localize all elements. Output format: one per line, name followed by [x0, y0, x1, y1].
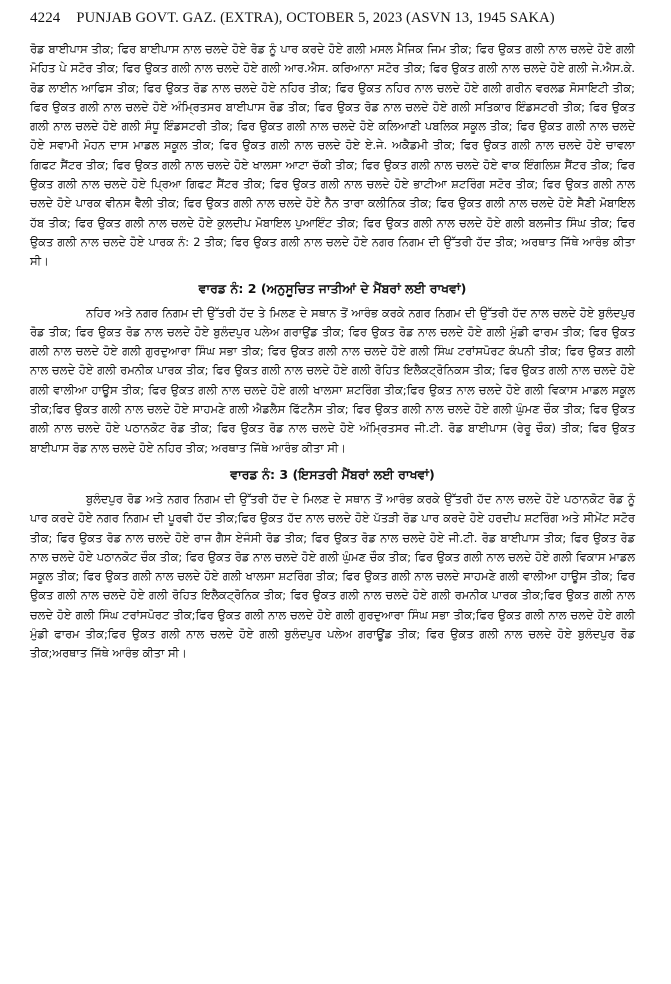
- ward-1-boundary-text: ਰੋਡ ਬਾਈਪਾਸ ਤੀਕ; ਫਿਰ ਬਾਈਪਾਸ ਨਾਲ ਚਲਦੇ ਹੋਏ ਰੋਡ ਨੂੰ ਪਾਰ ਕਰਦੇ ਹੋਏ ਗਲੀ ਮਸਲ ਮੈਜਿਕ ਜਿਮ ਤੀਕ; ਫਿਰ ਉਕਤ ਗਲੀ ਨਾਲ ਚਲਦੇ ਹੋਏ ਗਲੀ ਮੋਹਿਤ ਪੇ ਸਟੋਰ ਤੀਕ; ਫਿਰ ਉਕਤ ਗਲੀ ਨਾਲ ਚਲਦੇ ਹੋਏ ਗਲੀ ਆਰ.ਐਸ. ਕਰਿਆਨਾ ਸਟੋਰ ਤੀਕ; ਫਿਰ ਉਕਤ ਗਲੀ ਨਾਲ ਚਲਦੇ ਹੋਏ ਗਲੀ ਜੇ.ਐਸ.ਕੇ. ਰੋਡ ਲਾਈਨ ਆਫਿਸ ਤੀਕ; ਫਿਰ ਉਕਤ ਰੋਡ ਨਾਲ ਚਲਦੇ ਹੋਏ ਨਹਿਰ ਤੀਕ; ਫਿਰ ਉਕਤ ਨਹਿਰ ਨਾਲ ਚਲਦੇ ਹੋਏ ਗਲੀ ਗਰੀਨ ਵਰਲਡ ਸੋਸਾਇਟੀ ਤੀਕ; ਫਿਰ ਉਕਤ ਗਲੀ ਨਾਲ ਚਲਦੇ ਹੋਏ ਅੰਮ੍ਰਿਤਸਰ ਬਾਈਪਾਸ ਰੋਡ ਤੀਕ; ਫਿਰ ਉਕਤ ਰੋਡ ਨਾਲ ਚਲਦੇ ਹੋਏ ਗਲੀ ਸਤਿਕਾਰ ਇੰਡਸਟਰੀ ਤੀਕ; ਫਿਰ ਉਕਤ ਗਲੀ ਨਾਲ ਚਲਦੇ ਹੋਏ ਗਲੀ ਸੰਧੂ ਇੰਡਸਟਰੀ ਤੀਕ; ਫਿਰ ਉਕਤ ਗਲੀ ਨਾਲ ਚਲਦੇ ਹੋਏ ਕਲਿਆਣੀ ਪਬਲਿਕ ਸਕੂਲ ਤੀਕ; ਫਿਰ ਉਕਤ ਗਲੀ ਨਾਲ ਚਲਦੇ ਹੋਏ ਸਵਾਮੀ ਮੋਹਨ ਦਾਸ ਮਾਡਲ ਸਕੂਲ ਤੀਕ; ਫਿਰ ਉਕਤ ਗਲੀ ਨਾਲ ਚਲਦੇ ਹੋਏ ਏ.ਜੇ. ਅਕੈਡਮੀ ਤੀਕ; ਫਿਰ ਉਕਤ ਗਲੀ ਨਾਲ ਚਲਦੇ ਹੋਏ ਚਾਵਲਾ ਗਿਫਟ ਸੈਂਟਰ ਤੀਕ; ਫਿਰ ਉਕਤ ਗਲੀ ਨਾਲ ਚਲਦੇ ਹੋਏ ਖਾਲਸਾ ਆਟਾ ਚੱਕੀ ਤੀਕ; ਫਿਰ ਉਕਤ ਗਲੀ ਨਾਲ ਚਲਦੇ ਹੋਏ ਵਾਕ ਇੰਗਲਿਸ਼ ਸੈਂਟਰ ਤੀਕ; ਫਿਰ ਉਕਤ ਗਲੀ ਨਾਲ ਚਲਦੇ ਹੋਏ ਪ੍ਰਿਆ ਗਿਫਟ ਸੈਂਟਰ ਤੀਕ; ਫਿਰ ਉਕਤ ਗਲੀ ਨਾਲ ਚਲਦੇ ਹੋਏ ਭਾਟੀਆ ਸ਼ਟਰਿੰਗ ਸਟੋਰ ਤੀਕ; ਫਿਰ ਉਕਤ ਗਲੀ ਨਾਲ ਚਲਦੇ ਹੋਏ ਪਾਰਕ ਵੀਨਸ ਵੈਲੀ ਤੀਕ; ਫਿਰ ਉਕਤ ਗਲੀ ਨਾਲ ਚਲਦੇ ਹੋਏ ਨੈਨ ਤਾਰਾ ਕਲੀਨਿਕ ਤੀਕ; ਫਿਰ ਉਕਤ ਗਲੀ ਨਾਲ ਚਲਦੇ ਹੋਏ ਸੈਣੀ ਮੋਬਾਇਲ ਹੱਬ ਤੀਕ; ਫਿਰ ਉਕਤ ਗਲੀ ਨਾਲ ਚਲਦੇ ਹੋਏ ਕੁਲਦੀਪ ਮੋਬਾਇਲ ਪੁਆਇੰਟ ਤੀਕ; ਫਿਰ ਉਕਤ ਗਲੀ ਨਾਲ ਚਲਦੇ ਹੋਏ ਗਲੀ ਬਲਜੀਤ ਸਿੰਘ ਤੀਕ; ਫਿਰ ਉਕਤ ਗਲੀ ਨਾਲ ਚਲਦੇ ਹੋਏ ਪਾਰਕ ਨੰ: 2 ਤੀਕ; ਫਿਰ ਉਕਤ ਗਲੀ ਨਾਲ ਚਲਦੇ ਹੋਏ ਨਗਰ ਨਿਗਮ ਦੀ ਉੱਤਰੀ ਹੱਦ ਤੀਕ; ਅਰਥਾਤ ਜਿੱਥੇ ਆਰੰਭ ਕੀਤਾ ਸੀ।: [30, 42, 635, 269]
- ward-3-heading: ਵਾਰਡ ਨੰ: 3 (ਇਸਤਰੀ ਮੈਂਬਰਾਂ ਲਈ ਰਾਖਵਾਂ): [230, 466, 435, 482]
- ward-2-heading: ਵਾਰਡ ਨੰ: 2 (ਅਨੁਸੂਚਿਤ ਜਾਤੀਆਂ ਦੇ ਮੈਂਬਰਾਂ ਲਈ ਰਾਖਵਾਂ): [198, 280, 467, 296]
- ward-2-boundary-text: ਨਹਿਰ ਅਤੇ ਨਗਰ ਨਿਗਮ ਦੀ ਉੱਤਰੀ ਹੱਦ ਤੇ ਮਿਲਣ ਦੇ ਸਥਾਨ ਤੋਂ ਆਰੰਭ ਕਰਕੇ ਨਗਰ ਨਿਗਮ ਦੀ ਉੱਤਰੀ ਹੱਦ ਨਾਲ ਚਲਦੇ ਹੋਏ ਬੁਲੰਦਪੁਰ ਰੋਡ ਤੀਕ; ਫਿਰ ਉਕਤ ਰੋਡ ਨਾਲ ਚਲਦੇ ਹੋਏ ਬੁਲੰਦਪੁਰ ਪਲੇਅ ਗਰਾਉਂਡ ਤੀਕ; ਫਿਰ ਉਕਤ ਰੋਡ ਨਾਲ ਚਲਦੇ ਹੋਏ ਗਲੀ ਮੁੰਡੀ ਫਾਰਮ ਤੀਕ; ਫਿਰ ਉਕਤ ਗਲੀ ਨਾਲ ਚਲਦੇ ਹੋਏ ਗਲੀ ਗੁਰਦੁਆਰਾ ਸਿੰਘ ਸਭਾ ਤੀਕ; ਫਿਰ ਉਕਤ ਗਲੀ ਨਾਲ ਚਲਦੇ ਹੋਏ ਗਲੀ ਸਿੰਘ ਟਰਾਂਸਪੋਰਟ ਕੰਪਨੀ ਤੀਕ; ਫਿਰ ਉਕਤ ਗਲੀ ਨਾਲ ਚਲਦੇ ਹੋਏ ਗਲੀ ਰਮਨੀਕ ਪਾਰਕ ਤੀਕ; ਫਿਰ ਉਕਤ ਗਲੀ ਨਾਲ ਚਲਦੇ ਹੋਏ ਗਲੀ ਰੋਹਿਤ ਇਲੈਕਟ੍ਰੋਨਿਕਸ ਤੀਕ; ਫਿਰ ਉਕਤ ਗਲੀ ਨਾਲ ਚਲਦੇ ਹੋਏ ਗਲੀ ਵਾਲੀਆ ਹਾਊਸ ਤੀਕ; ਫਿਰ ਉਕਤ ਗਲੀ ਨਾਲ ਚਲਦੇ ਹੋਏ ਗਲੀ ਖਾਲਸਾ ਸ਼ਟਰਿੰਗ ਤੀਕ;ਫਿਰ ਉਕਤ ਨਾਲ ਚਲਦੇ ਹੋਏ ਗਲੀ ਵਿਕਾਸ ਮਾਡਲ ਸਕੂਲ ਤੀਕ;ਫਿਰ ਉਕਤ ਗਲੀ ਨਾਲ ਚਲਦੇ ਹੋਏ ਸਾਹਮਣੇ ਗਲੀ ਐਡਲੈਸ ਫਿੱਟਨੈਸ ਤੀਕ; ਫਿਰ ਉਕਤ ਗਲੀ ਨਾਲ ਚਲਦੇ ਹੋਏ ਗਲੀ ਘੁੰਮਣ ਚੌਕ ਤੀਕ; ਫਿਰ ਉਕਤ ਗਲੀ ਨਾਲ ਚਲਦੇ ਹੋਏ ਪਠਾਨਕੋਟ ਰੋਡ ਤੀਕ; ਫਿਰ ਉਕਤ ਰੋਡ ਨਾਲ ਚਲਦੇ ਹੋਏ ਅੰਮ੍ਰਿਤਸਰ ਜੀ.ਟੀ. ਰੋਡ ਬਾਈਪਾਸ (ਰੇਰੂ ਚੌਕ) ਤੀਕ; ਫਿਰ ਉਕਤ ਬਾਈਪਾਸ ਰੋਡ ਨਾਲ ਚਲਦੇ ਹੋਏ ਨਹਿਰ ਤੀਕ; ਅਰਥਾਤ ਜਿੱਥੇ ਆਰੰਭ ਕੀਤਾ ਸੀ।: [30, 305, 635, 455]
- ward-3-boundary-text: ਬੁਲੰਦਪੁਰ ਰੋਡ ਅਤੇ ਨਗਰ ਨਿਗਮ ਦੀ ਉੱਤਰੀ ਹੱਦ ਦੇ ਮਿਲਣ ਦੇ ਸਥਾਨ ਤੋਂ ਆਰੰਭ ਕਰਕੇ ਉੱਤਰੀ ਹੱਦ ਨਾਲ ਚਲਦੇ ਹੋਏ ਪਠਾਨਕੋਟ ਰੋਡ ਨੂੰ ਪਾਰ ਕਰਦੇ ਹੋਏ ਨਗਰ ਨਿਗਮ ਦੀ ਪੂਰਵੀ ਹੱਦ ਤੀਕ;ਫਿਰ ਉਕਤ ਹੱਦ ਨਾਲ ਚਲਦੇ ਹੋਏ ਪੱਤੜੀ ਰੋਡ ਪਾਰ ਕਰਦੇ ਹੋਏ ਹਰਦੀਪ ਸ਼ਟਰਿੰਗ ਅਤੇ ਸੀਮੇਂਟ ਸਟੋਰ ਤੀਕ; ਫਿਰ ਉਕਤ ਰੋਡ ਨਾਲ ਚਲਦੇ ਹੋਏ ਰਾਜ ਗੈਸ ਏਜੰਸੀ ਰੋਡ ਤੀਕ; ਫਿਰ ਉਕਤ ਰੋਡ ਨਾਲ ਚਲਦੇ ਹੋਏ ਜੀ.ਟੀ. ਰੋਡ ਬਾਈਪਾਸ ਤੀਕ; ਫਿਰ ਉਕਤ ਰੋਡ ਨਾਲ ਚਲਦੇ ਹੋਏ ਪਠਾਨਕੋਟ ਚੌਕ ਤੀਕ; ਫਿਰ ਉਕਤ ਰੋਡ ਨਾਲ ਚਲਦੇ ਹੋਏ ਗਲੀ ਘੁੰਮਣ ਚੌਕ ਤੀਕ; ਫਿਰ ਉਕਤ ਗਲੀ ਨਾਲ ਚਲਦੇ ਹੋਏ ਗਲੀ ਵਿਕਾਸ ਮਾਡਲ ਸਕੂਲ ਤੀਕ; ਫਿਰ ਉਕਤ ਗਲੀ ਨਾਲ ਚਲਦੇ ਹੋਏ ਗਲੀ ਖਾਲਸਾ ਸ਼ਟਰਿੰਗ ਤੀਕ; ਫਿਰ ਉਕਤ ਗਲੀ ਨਾਲ ਚਲਦੇ ਸਾਹਮਣੇ ਗਲੀ ਵਾਲੀਆ ਹਾਊਸ ਤੀਕ; ਫਿਰ ਉਕਤ ਗਲੀ ਨਾਲ ਚਲਦੇ ਹੋਏ ਗਲੀ ਰੋਹਿਤ ਇਲੈਕਟ੍ਰੋਨਿਕ ਤੀਕ; ਫਿਰ ਉਕਤ ਗਲੀ ਨਾਲ ਚਲਦੇ ਹੋਏ ਗਲੀ ਰਮਨੀਕ ਪਾਰਕ ਤੀਕ;ਫਿਰ ਉਕਤ ਗਲੀ ਨਾਲ ਚਲਦੇ ਹੋਏ ਗਲੀ ਸਿੰਘ ਟਰਾਂਸਪੋਰਟ ਤੀਕ;ਫਿਰ ਉਕਤ ਗਲੀ ਨਾਲ ਚਲਦੇ ਹੋਏ ਗਲੀ ਗੁਰਦੁਆਰਾ ਸਿੰਘ ਸਭਾ ਤੀਕ;ਫਿਰ ਉਕਤ ਗਲੀ ਨਾਲ ਚਲਦੇ ਹੋਏ ਗਲੀ ਮੁੰਡੀ ਫਾਰਮ ਤੀਕ;ਫਿਰ ਉਕਤ ਗਲੀ ਨਾਲ ਚਲਦੇ ਹੋਏ ਗਲੀ ਬੁਲੰਦਪੁਰ ਪਲੇਅ ਗਰਾਊਂਡ ਤੀਕ; ਫਿਰ ਉਕਤ ਗਲੀ ਨਾਲ ਚਲਦੇ ਹੋਏ ਬੁਲੰਦਪੁਰ ਰੋਡ ਤੀਕ;ਅਰਥਾਤ ਜਿੱਥੇ ਆਰੰਭ ਕੀਤਾ ਸੀ।: [30, 491, 635, 661]
- page-header: [30, 10, 635, 32]
- ward-2-section: [30, 280, 635, 458]
- ward-1-continuation: [30, 40, 635, 272]
- page-number: 4224: [30, 10, 61, 26]
- ward-3-section: [30, 466, 635, 664]
- gazette-title: PUNJAB GOVT. GAZ. (EXTRA), OCTOBER 5, 2023 (ASVN 13, 1945 SAKA): [76, 10, 555, 26]
